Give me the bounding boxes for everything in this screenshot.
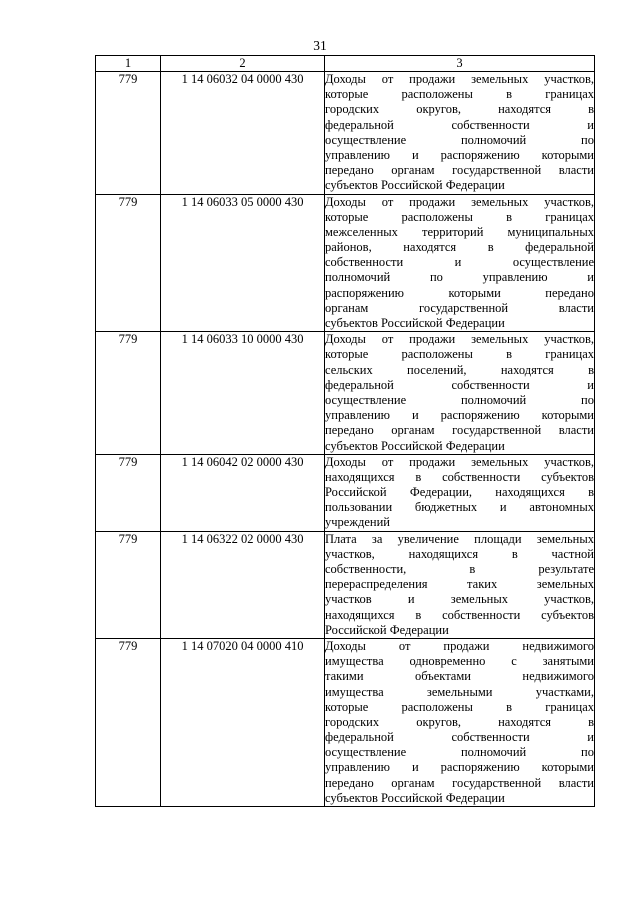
table-row (96, 454, 595, 531)
description-line: участков, находящихся в частной (325, 546, 594, 561)
description-line: Доходы от продажи земельных участков, (325, 332, 594, 347)
table-row (96, 531, 595, 638)
description-line: учреждений (325, 515, 390, 530)
description-line: которые расположены в границах (325, 347, 594, 362)
revenue-description-cell (325, 454, 595, 531)
admin-code-cell: 779 (96, 454, 161, 531)
column-header-1: 1 (96, 56, 161, 72)
description-line: имущества земельными участками, (325, 684, 594, 699)
description-line: субъектов Российской Федерации (325, 178, 505, 193)
admin-code-cell: 779 (96, 638, 161, 806)
description-line: передано органам государственной власти (325, 423, 594, 438)
description-line: межселенных территорий муниципальных (325, 224, 594, 239)
description-line: городских округов, находятся в (325, 102, 594, 117)
description-line: управлению и распоряжению которыми (325, 760, 594, 775)
budget-classification-code-cell: 1 14 06033 05 0000 430 (161, 194, 325, 332)
description-line: городских округов, находятся в (325, 714, 594, 729)
description-line: которые расположены в границах (325, 699, 594, 714)
column-header-2: 2 (161, 56, 325, 72)
description-line: сельских поселений, находятся в (325, 362, 594, 377)
description-line: Доходы от продажи земельных участков, (325, 72, 594, 86)
description-line: осуществление полномочий по (325, 132, 594, 147)
description-line: полномочий по управлению и (325, 270, 594, 285)
description-line: Плата за увеличение площади земельных (325, 531, 594, 546)
description-line: собственности и осуществление (325, 255, 594, 270)
table-row (96, 332, 595, 455)
description-line: распоряжению которыми передано (325, 285, 594, 300)
description-line: такими объектами недвижимого (325, 669, 594, 684)
description-line: которые расположены в границах (325, 87, 594, 102)
description-line: собственности, в результате (325, 562, 594, 576)
description-line: имущества одновременно с занятыми (325, 654, 594, 669)
description-line: районов, находятся в федеральной (325, 240, 594, 255)
description-line: Российской Федерации (325, 622, 449, 637)
description-line: Доходы от продажи земельных участков, (325, 194, 594, 209)
revenue-description-cell (325, 332, 595, 455)
description-line: находящихся в собственности субъектов (325, 469, 594, 484)
description-line: Доходы от продажи земельных участков, (325, 454, 594, 469)
description-line: Российской Федерации, находящихся в (325, 485, 594, 500)
column-header-3: 3 (325, 56, 595, 72)
table-header-row (96, 56, 595, 72)
revenue-description-cell (325, 194, 595, 332)
table-row (96, 72, 595, 195)
description-line: осуществление полномочий по (325, 392, 594, 407)
description-line: управлению и распоряжению которыми (325, 408, 594, 423)
description-line: федеральной собственности и (325, 730, 594, 745)
description-line: перераспределения таких земельных (325, 577, 594, 592)
description-line: передано органам государственной власти (325, 775, 594, 790)
page-number: 31 (313, 38, 327, 53)
description-line: пользовании бюджетных и автономных (325, 500, 594, 515)
budget-classification-code-cell: 1 14 06322 02 0000 430 (161, 531, 325, 638)
description-line: участков и земельных участков, (325, 592, 594, 607)
description-line: которые расположены в границах (325, 209, 594, 224)
description-line: субъектов Российской Федерации (325, 790, 505, 805)
budget-classification-code-cell: 1 14 06032 04 0000 430 (161, 72, 325, 195)
table-row (96, 638, 595, 806)
description-line: субъектов Российской Федерации (325, 316, 505, 330)
budget-classification-code-cell: 1 14 07020 04 0000 410 (161, 638, 325, 806)
table-row (96, 194, 595, 332)
budget-classification-code-cell: 1 14 06042 02 0000 430 (161, 454, 325, 531)
admin-code-cell: 779 (96, 72, 161, 195)
budget-classification-code-cell: 1 14 06033 10 0000 430 (161, 332, 325, 455)
revenue-description-cell (325, 638, 595, 806)
description-line: органам государственной власти (325, 300, 594, 315)
revenue-description-cell (325, 72, 595, 195)
description-line: Доходы от продажи недвижимого (325, 638, 594, 653)
revenue-description-cell (325, 531, 595, 638)
description-line: осуществление полномочий по (325, 745, 594, 760)
admin-code-cell: 779 (96, 332, 161, 455)
description-line: управлению и распоряжению которыми (325, 147, 594, 162)
admin-code-cell: 779 (96, 194, 161, 332)
description-line: передано органам государственной власти (325, 163, 594, 178)
revenue-codes-table (95, 55, 595, 807)
description-line: федеральной собственности и (325, 117, 594, 132)
admin-code-cell: 779 (96, 531, 161, 638)
description-line: субъектов Российской Федерации (325, 438, 505, 453)
description-line: федеральной собственности и (325, 377, 594, 392)
description-line: находящихся в собственности субъектов (325, 607, 594, 622)
